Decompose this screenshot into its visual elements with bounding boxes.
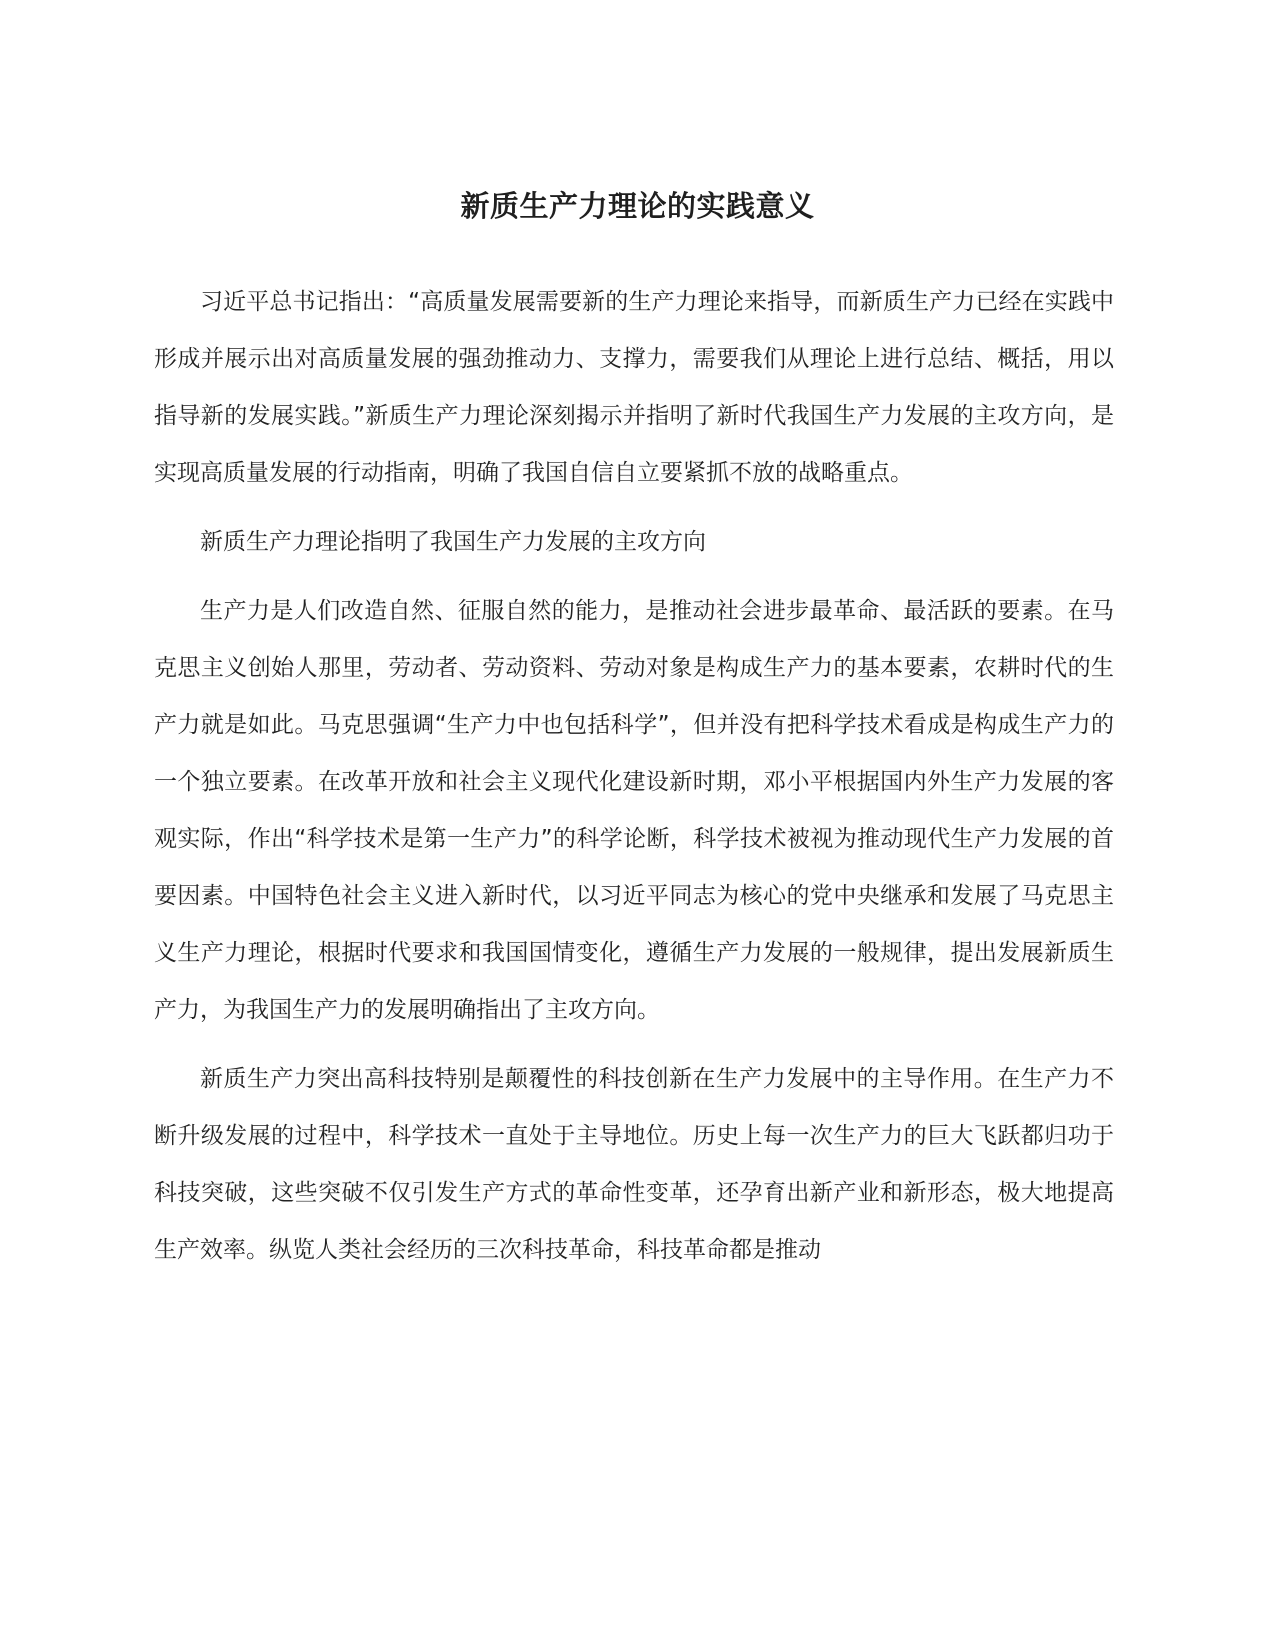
document-body (154, 274, 1114, 1291)
document-title: 新质生产力理论的实践意义 (460, 189, 815, 223)
paragraph-innovation: 新质生产力突出高科技特别是颠覆性的科技创新在生产力发展中的主导作用。在生产力不断升级发展的过程中，科学技术一直处于主导地位。历史上每一次生产力的巨大飞跃都归功于科技突破，这些突破不仅引发生产方式的革命性变革，还孕育出新产业和新形态，极大地提高生产效率。纵览人类社会经历的三次科技革命，科技革命都是推动 (154, 1066, 1114, 1263)
section-heading: 新质生产力理论指明了我国生产力发展的主攻方向 (200, 529, 706, 555)
paragraph-productivity: 生产力是人们改造自然、征服自然的能力，是推动社会进步最革命、最活跃的要素。在马克思主义创始人那里，劳动者、劳动资料、劳动对象是构成生产力的基本要素，农耕时代的生产力就是如此。马克思强调“生产力中也包括科学”，但并没有把科学技术看成是构成生产力的一个独立要素。在改革开放和社会主义现代化建设新时期，邓小平根据国内外生产力发展的客观实际，作出“科学技术是第一生产力”的科学论断，科学技术被视为推动现代生产力发展的首要因素。中国特色社会主义进入新时代，以习近平同志为核心的党中央继承和发展了马克思主义生产力理论，根据时代要求和我国国情变化，遵循生产力发展的一般规律，提出发展新质生产力，为我国生产力的发展明确指出了主攻方向。 (154, 598, 1114, 1023)
paragraph-intro: 习近平总书记指出：“高质量发展需要新的生产力理论来指导，而新质生产力已经在实践中形成并展示出对高质量发展的强劲推动力、支撑力，需要我们从理论上进行总结、概括，用以指导新的发展实践。”新质生产力理论深刻揭示并指明了新时代我国生产力发展的主攻方向，是实现高质量发展的行动指南，明确了我国自信自立要紧抓不放的战略重点。 (154, 289, 1114, 486)
